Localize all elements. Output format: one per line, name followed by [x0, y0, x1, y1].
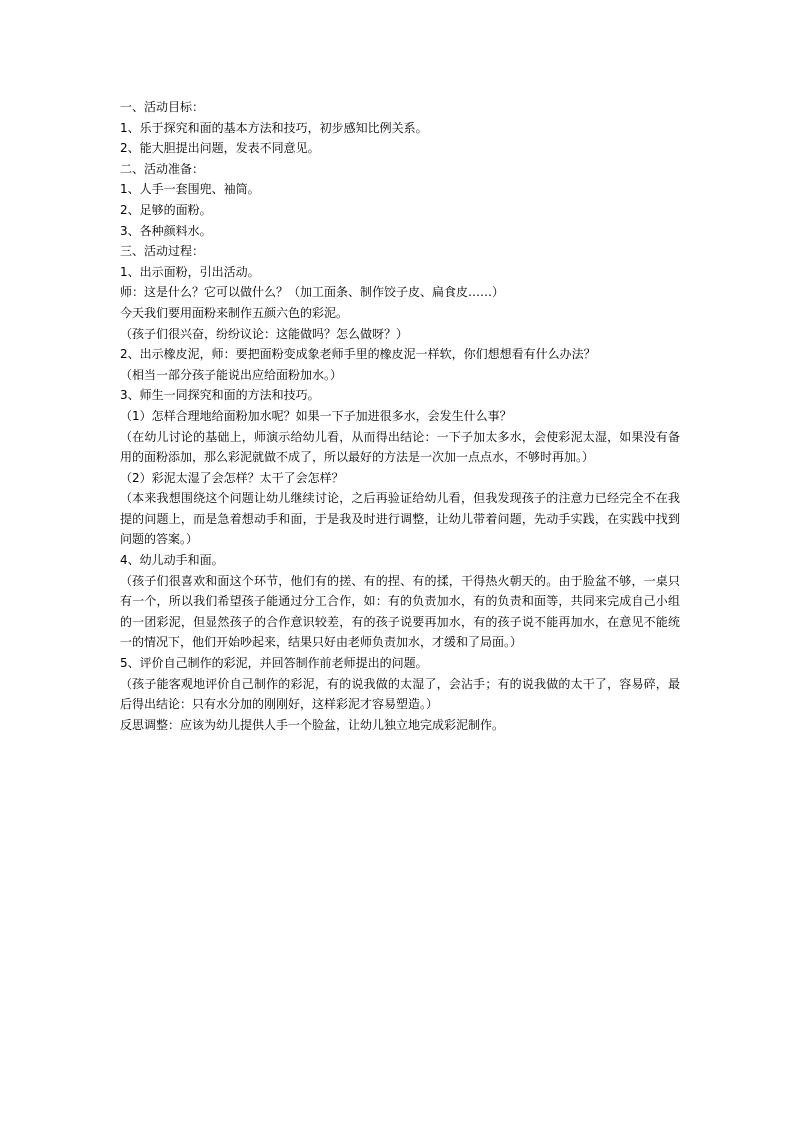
- discussion-paragraph-1: （在幼儿讨论的基础上，师演示给幼儿看，从而得出结论：一下子加太多水，会使彩泥太湿，如果没有备用的面粉添加，那么彩泥就做不成了，所以最好的方法是一次加一点点水，不够时再加。）: [120, 429, 680, 465]
- teacher-question: 师：这是什么？它可以做什么？（加工面条、制作饺子皮、扁食皮……）: [120, 285, 505, 300]
- process-step-5: 5、评价自己制作的彩泥，并回答制作前老师提出的问题。: [120, 656, 428, 671]
- discussion-paragraph-2: （本来我想围绕这个问题让幼儿继续讨论，之后再验证给幼儿看，但我发现孩子的注意力已经完全不在我提的问题上，而是急着想动手和面，于是我及时进行调整，让幼儿带着问题，先动手实践，在实践中找到问题的答案。）: [120, 491, 680, 547]
- discussion-paragraph-3: （孩子们很喜欢和面这个环节，他们有的搓、有的捏、有的揉，干得热火朝天的。由于脸盆不够，一桌只有一个，所以我们希望孩子能通过分工合作，如：有的负责加水，有的负责和面等，共同来完成自己小组的一团彩泥，但显然孩子的合作意识较差，有的孩子说要再加水，有的孩子说不能再加水，在意见不能统一的情况下，他们开始吵起来，结果只好由老师负责加水，才缓和了局面。）: [120, 573, 680, 650]
- prep-item-1: 1、人手一套围兜、袖筒。: [120, 182, 260, 197]
- discussion-paragraph-4: （孩子能客观地评价自己制作的彩泥，有的说我做的太湿了，会沾手；有的说我做的太干了，容易碎，最后得出结论：只有水分加的刚刚好，这样彩泥才容易塑造。）: [120, 676, 680, 712]
- prep-item-3: 3、各种颜料水。: [120, 223, 212, 238]
- heading-goals: 一、活动目标：: [120, 100, 205, 114]
- goal-item-2: 2、能大胆提出问题，发表不同意见。: [120, 141, 320, 156]
- sub-question-1: （1）怎样合理地给面粉加水呢？如果一下子加进很多水，会发生什么事？: [120, 408, 512, 423]
- goal-item-1: 1、乐于探究和面的基本方法和技巧，初步感知比例关系。: [120, 120, 428, 135]
- sub-question-2: （2）彩泥太湿了会怎样？太干了会怎样？: [120, 470, 344, 485]
- reflection: 反思调整：应该为幼儿提供人手一个脸盆，让幼儿独立地完成彩泥制作。: [120, 717, 505, 732]
- heading-preparation: 二、活动准备：: [120, 161, 205, 176]
- process-step-4: 4、幼儿动手和面。: [120, 553, 224, 568]
- heading-process: 三、活动过程：: [120, 244, 205, 259]
- process-step-1: 1、出示面粉，引出活动。: [120, 264, 260, 279]
- children-answer: （相当一部分孩子能说出应给面粉加水。）: [120, 367, 343, 382]
- process-step-2: 2、出示橡皮泥，师：要把面粉变成象老师手里的橡皮泥一样软，你们想想看有什么办法？: [120, 347, 596, 362]
- process-step-3: 3、师生一同探究和面的方法和技巧。: [120, 388, 320, 403]
- prep-item-2: 2、足够的面粉。: [120, 202, 212, 217]
- children-reaction: （孩子们很兴奋，纷纷议论：这能做吗？怎么做呀？）: [120, 326, 409, 341]
- document-body: [120, 97, 680, 735]
- teacher-intro: 今天我们要用面粉来制作五颜六色的彩泥。: [120, 305, 349, 320]
